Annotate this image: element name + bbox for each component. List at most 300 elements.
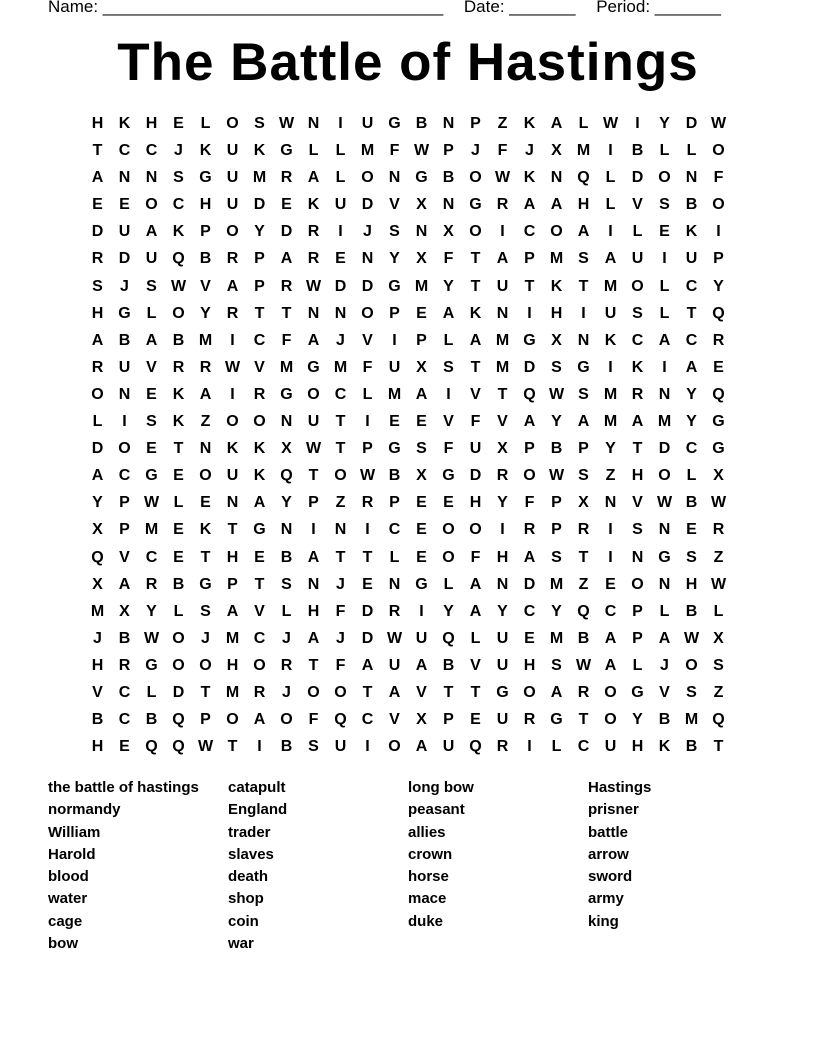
grid-letter[interactable]: B [577,629,590,647]
grid-letter[interactable]: W [143,494,160,512]
grid-letter[interactable]: W [548,467,565,485]
grid-letter[interactable]: D [685,115,698,132]
grid-letter[interactable]: U [334,196,347,214]
grid-letter[interactable]: R [577,683,590,701]
grid-letter[interactable]: T [254,304,265,322]
grid-letter[interactable]: Y [497,494,508,512]
grid-letter[interactable]: O [631,277,644,295]
grid-letter[interactable]: I [500,521,505,539]
grid-letter[interactable]: V [659,683,670,701]
grid-letter[interactable]: B [442,169,455,187]
grid-letter[interactable]: G [415,169,428,187]
grid-letter[interactable]: D [172,683,185,701]
grid-letter[interactable]: T [200,683,211,701]
grid-letter[interactable]: T [335,440,346,458]
grid-letter[interactable]: K [172,223,185,241]
grid-letter[interactable]: V [416,683,427,701]
grid-letter[interactable]: O [145,196,158,214]
grid-letter[interactable]: D [361,602,374,620]
grid-letter[interactable]: C [388,521,401,539]
grid-letter[interactable]: O [334,683,347,701]
grid-letter[interactable]: U [604,738,617,756]
grid-letter[interactable]: R [253,385,266,403]
grid-letter[interactable]: F [389,142,400,160]
grid-letter[interactable]: O [226,711,239,729]
grid-letter[interactable]: A [118,575,131,593]
grid-letter[interactable]: W [602,115,619,132]
grid-letter[interactable]: S [254,115,265,132]
grid-letter[interactable]: B [91,711,104,729]
grid-letter[interactable]: R [172,358,185,376]
grid-letter[interactable]: Q [280,467,293,485]
grid-letter[interactable]: L [686,467,697,485]
grid-letter[interactable]: I [716,223,721,241]
date-field[interactable]: Date: _______ [463,0,576,16]
grid-letter[interactable]: X [416,467,427,485]
grid-letter[interactable]: G [388,440,401,458]
grid-letter[interactable]: R [496,196,509,214]
grid-letter[interactable]: V [389,711,400,729]
grid-letter[interactable]: Z [713,548,724,566]
grid-letter[interactable]: Q [712,385,725,403]
grid-letter[interactable]: O [172,656,185,674]
grid-letter[interactable]: I [230,385,235,403]
grid-letter[interactable]: Y [92,494,103,512]
grid-letter[interactable]: F [470,548,481,566]
grid-letter[interactable]: R [307,223,320,241]
grid-letter[interactable]: B [685,494,698,512]
grid-letter[interactable]: U [118,358,131,376]
grid-letter[interactable]: P [524,250,535,268]
grid-letter[interactable]: T [308,656,319,674]
grid-letter[interactable]: W [170,277,187,295]
grid-letter[interactable]: C [253,331,266,349]
grid-letter[interactable]: V [632,494,643,512]
grid-letter[interactable]: E [92,196,103,214]
grid-letter[interactable]: E [119,738,130,756]
grid-letter[interactable]: B [280,548,293,566]
grid-letter[interactable]: S [551,548,562,566]
grid-letter[interactable]: U [226,196,239,214]
grid-letter[interactable]: N [442,115,455,132]
grid-letter[interactable]: N [496,304,509,322]
grid-letter[interactable]: I [608,142,613,160]
grid-letter[interactable]: U [496,711,509,729]
grid-letter[interactable]: H [631,738,644,756]
grid-letter[interactable]: Q [172,738,185,756]
grid-letter[interactable]: P [416,331,427,349]
grid-letter[interactable]: P [362,440,373,458]
grid-letter[interactable]: T [308,467,319,485]
grid-letter[interactable]: T [578,548,589,566]
grid-letter[interactable]: C [631,331,644,349]
grid-letter[interactable]: Q [145,738,158,756]
grid-letter[interactable]: J [282,683,291,701]
grid-letter[interactable]: Y [686,385,697,403]
grid-letter[interactable]: U [307,413,320,431]
grid-letter[interactable]: K [253,142,266,160]
grid-letter[interactable]: P [200,223,211,241]
grid-letter[interactable]: C [685,440,698,458]
grid-letter[interactable]: R [280,656,293,674]
grid-letter[interactable]: I [527,304,532,322]
grid-letter[interactable]: T [686,304,697,322]
grid-letter[interactable]: O [253,413,266,431]
grid-letter[interactable]: V [470,385,481,403]
grid-letter[interactable]: A [604,656,617,674]
grid-letter[interactable]: E [173,115,184,132]
grid-letter[interactable]: F [362,358,373,376]
grid-letter[interactable]: R [226,304,239,322]
grid-letter[interactable]: V [254,602,265,620]
grid-letter[interactable]: R [253,683,266,701]
grid-letter[interactable]: U [469,440,482,458]
grid-letter[interactable]: C [118,711,131,729]
grid-letter[interactable]: I [365,521,370,539]
grid-letter[interactable]: E [146,385,157,403]
grid-letter[interactable]: I [608,548,613,566]
grid-letter[interactable]: W [656,494,673,512]
grid-letter[interactable]: I [662,358,667,376]
grid-letter[interactable]: G [712,413,725,431]
grid-letter[interactable]: E [173,467,184,485]
grid-letter[interactable]: H [577,196,590,214]
grid-letter[interactable]: N [334,521,347,539]
grid-letter[interactable]: O [604,683,617,701]
grid-letter[interactable]: C [118,467,131,485]
grid-letter[interactable]: A [496,250,509,268]
grid-letter[interactable]: K [199,521,212,539]
grid-letter[interactable]: V [470,656,481,674]
grid-letter[interactable]: B [550,440,563,458]
grid-letter[interactable]: H [496,548,509,566]
grid-letter[interactable]: D [361,277,374,295]
grid-letter[interactable]: U [442,738,455,756]
grid-letter[interactable]: O [523,683,536,701]
grid-letter[interactable]: S [173,169,184,187]
grid-letter[interactable]: A [577,413,590,431]
grid-letter[interactable]: R [145,575,158,593]
grid-letter[interactable]: J [336,331,345,349]
grid-letter[interactable]: P [254,250,265,268]
grid-letter[interactable]: M [576,142,591,160]
grid-letter[interactable]: N [415,223,428,241]
grid-letter[interactable]: E [686,521,697,539]
grid-letter[interactable]: G [631,683,644,701]
grid-letter[interactable]: Y [281,494,292,512]
grid-letter[interactable]: T [524,277,535,295]
grid-letter[interactable]: G [415,575,428,593]
grid-letter[interactable]: H [145,115,158,132]
grid-letter[interactable]: M [495,331,510,349]
grid-letter[interactable]: X [416,358,427,376]
grid-letter[interactable]: P [200,711,211,729]
grid-letter[interactable]: M [225,629,240,647]
grid-letter[interactable]: C [145,548,158,566]
grid-letter[interactable]: T [713,738,724,756]
grid-letter[interactable]: C [145,142,158,160]
grid-letter[interactable]: M [549,575,564,593]
grid-letter[interactable]: A [658,331,671,349]
grid-letter[interactable]: O [658,169,671,187]
grid-letter[interactable]: Z [578,575,589,593]
grid-letter[interactable]: Y [686,413,697,431]
grid-letter[interactable]: O [199,656,212,674]
grid-letter[interactable]: R [577,521,590,539]
grid-letter[interactable]: U [145,250,158,268]
grid-letter[interactable]: L [551,738,562,756]
grid-letter[interactable]: Q [334,711,347,729]
grid-letter[interactable]: C [523,223,536,241]
grid-letter[interactable]: U [604,304,617,322]
grid-letter[interactable]: G [280,142,293,160]
grid-letter[interactable]: S [578,467,589,485]
grid-letter[interactable]: B [172,331,185,349]
grid-letter[interactable]: S [281,575,292,593]
grid-letter[interactable]: M [144,521,159,539]
grid-letter[interactable]: C [685,277,698,295]
grid-letter[interactable]: Z [200,413,211,431]
grid-letter[interactable]: R [712,521,725,539]
grid-letter[interactable]: X [416,250,427,268]
grid-letter[interactable]: P [470,115,481,132]
grid-letter[interactable]: O [469,521,482,539]
grid-letter[interactable]: Q [577,169,590,187]
grid-letter[interactable]: H [91,304,104,322]
grid-letter[interactable]: C [361,711,374,729]
grid-letter[interactable]: O [469,223,482,241]
grid-letter[interactable]: J [525,142,534,160]
grid-letter[interactable]: W [710,575,727,593]
grid-letter[interactable]: R [280,169,293,187]
grid-letter[interactable]: B [388,467,401,485]
grid-letter[interactable]: E [119,196,130,214]
grid-letter[interactable]: T [470,683,481,701]
grid-letter[interactable]: L [659,304,670,322]
grid-letter[interactable]: E [362,575,373,593]
grid-letter[interactable]: X [497,440,508,458]
grid-letter[interactable]: N [226,494,239,512]
grid-letter[interactable]: N [118,385,131,403]
grid-letter[interactable]: N [577,331,590,349]
grid-letter[interactable]: A [550,683,563,701]
grid-letter[interactable]: O [118,440,131,458]
grid-letter[interactable]: C [118,683,131,701]
grid-letter[interactable]: H [550,304,563,322]
grid-letter[interactable]: J [120,277,129,295]
grid-letter[interactable]: T [497,385,508,403]
grid-letter[interactable]: V [92,683,103,701]
grid-letter[interactable]: T [443,683,454,701]
grid-letter[interactable]: N [631,548,644,566]
grid-letter[interactable]: N [496,575,509,593]
grid-letter[interactable]: E [524,629,535,647]
grid-letter[interactable]: M [495,358,510,376]
grid-letter[interactable]: A [226,602,239,620]
grid-letter[interactable]: I [230,331,235,349]
grid-letter[interactable]: O [361,169,374,187]
grid-letter[interactable]: W [710,115,727,132]
grid-letter[interactable]: U [118,223,131,241]
grid-letter[interactable]: O [712,196,725,214]
grid-letter[interactable]: S [713,656,724,674]
grid-letter[interactable]: G [658,548,671,566]
grid-letter[interactable]: C [685,331,698,349]
grid-letter[interactable]: F [524,494,535,512]
grid-letter[interactable]: W [359,467,376,485]
grid-letter[interactable]: G [118,304,131,322]
grid-letter[interactable]: Y [551,602,562,620]
grid-letter[interactable]: L [632,656,643,674]
grid-letter[interactable]: L [713,602,724,620]
grid-letter[interactable]: L [308,142,319,160]
grid-letter[interactable]: R [523,711,536,729]
grid-letter[interactable]: S [578,385,589,403]
grid-letter[interactable]: I [122,413,127,431]
grid-letter[interactable]: G [469,196,482,214]
grid-letter[interactable]: L [200,115,211,132]
grid-letter[interactable]: A [469,602,482,620]
grid-letter[interactable]: X [416,711,427,729]
grid-letter[interactable]: X [416,196,427,214]
grid-letter[interactable]: Y [200,304,211,322]
grid-letter[interactable]: G [199,169,212,187]
grid-letter[interactable]: W [683,629,700,647]
grid-letter[interactable]: K [226,440,239,458]
grid-letter[interactable]: A [415,738,428,756]
grid-letter[interactable]: M [198,331,213,349]
grid-letter[interactable]: L [605,196,616,214]
grid-letter[interactable]: A [604,250,617,268]
grid-letter[interactable]: I [365,738,370,756]
grid-letter[interactable]: U [415,629,428,647]
grid-letter[interactable]: W [224,358,241,376]
grid-letter[interactable]: S [686,548,697,566]
grid-letter[interactable]: R [496,467,509,485]
grid-letter[interactable]: G [199,575,212,593]
grid-letter[interactable]: M [414,277,429,295]
grid-letter[interactable]: F [497,142,508,160]
grid-letter[interactable]: A [523,196,536,214]
grid-letter[interactable]: J [336,629,345,647]
grid-letter[interactable]: U [685,250,698,268]
grid-letter[interactable]: L [443,331,454,349]
grid-letter[interactable]: L [173,494,184,512]
grid-letter[interactable]: U [496,656,509,674]
grid-letter[interactable]: D [334,277,347,295]
grid-letter[interactable]: M [549,250,564,268]
grid-letter[interactable]: T [92,142,103,160]
grid-letter[interactable]: A [91,331,104,349]
grid-letter[interactable]: E [659,223,670,241]
grid-letter[interactable]: E [335,250,346,268]
grid-letter[interactable]: R [91,358,104,376]
grid-letter[interactable]: S [443,358,454,376]
grid-letter[interactable]: K [253,440,266,458]
grid-letter[interactable]: D [118,250,131,268]
grid-letter[interactable]: U [496,277,509,295]
grid-letter[interactable]: M [252,169,267,187]
grid-letter[interactable]: I [419,602,424,620]
grid-letter[interactable]: V [632,196,643,214]
grid-letter[interactable]: T [254,575,265,593]
grid-letter[interactable]: N [604,494,617,512]
grid-letter[interactable]: O [199,467,212,485]
grid-letter[interactable]: P [308,494,319,512]
grid-letter[interactable]: A [307,548,320,566]
grid-letter[interactable]: L [173,602,184,620]
grid-letter[interactable]: S [92,277,103,295]
grid-letter[interactable]: D [469,467,482,485]
grid-letter[interactable]: E [443,494,454,512]
grid-letter[interactable]: V [119,548,130,566]
grid-letter[interactable]: M [90,602,105,620]
grid-letter[interactable]: N [307,575,320,593]
grid-letter[interactable]: O [226,413,239,431]
grid-letter[interactable]: Z [713,683,724,701]
grid-letter[interactable]: K [118,115,131,132]
grid-letter[interactable]: P [713,250,724,268]
grid-letter[interactable]: I [257,738,262,756]
grid-letter[interactable]: O [361,304,374,322]
grid-letter[interactable]: X [551,142,562,160]
grid-letter[interactable]: E [416,494,427,512]
grid-letter[interactable]: E [389,413,400,431]
grid-letter[interactable]: W [386,629,403,647]
grid-letter[interactable]: L [335,169,346,187]
grid-letter[interactable]: L [686,142,697,160]
grid-letter[interactable]: R [361,494,374,512]
grid-letter[interactable]: O [253,656,266,674]
grid-letter[interactable]: N [280,521,293,539]
grid-letter[interactable]: U [388,656,401,674]
grid-letter[interactable]: T [173,440,184,458]
grid-letter[interactable]: S [551,358,562,376]
grid-letter[interactable]: C [577,738,590,756]
grid-letter[interactable]: Y [713,277,724,295]
grid-letter[interactable]: I [446,385,451,403]
grid-letter[interactable]: F [443,250,454,268]
grid-letter[interactable]: I [608,521,613,539]
grid-letter[interactable]: S [416,440,427,458]
grid-letter[interactable]: G [388,115,401,132]
grid-letter[interactable]: E [281,196,292,214]
grid-letter[interactable]: A [280,250,293,268]
grid-letter[interactable]: C [523,602,536,620]
grid-letter[interactable]: H [469,494,482,512]
grid-letter[interactable]: S [551,656,562,674]
grid-letter[interactable]: L [335,142,346,160]
grid-letter[interactable]: W [197,738,214,756]
grid-letter[interactable]: E [173,548,184,566]
grid-letter[interactable]: M [603,385,618,403]
grid-letter[interactable]: Y [551,413,562,431]
grid-letter[interactable]: K [307,196,320,214]
grid-letter[interactable]: V [146,358,157,376]
grid-letter[interactable]: G [307,358,320,376]
grid-letter[interactable]: R [280,277,293,295]
grid-letter[interactable]: A [577,223,590,241]
grid-letter[interactable]: M [387,385,402,403]
grid-letter[interactable]: C [172,196,185,214]
grid-letter[interactable]: M [333,358,348,376]
grid-letter[interactable]: P [443,711,454,729]
grid-letter[interactable]: S [578,250,589,268]
grid-letter[interactable]: A [658,629,671,647]
grid-letter[interactable]: T [578,711,589,729]
grid-letter[interactable]: A [91,169,104,187]
grid-letter[interactable]: E [416,521,427,539]
